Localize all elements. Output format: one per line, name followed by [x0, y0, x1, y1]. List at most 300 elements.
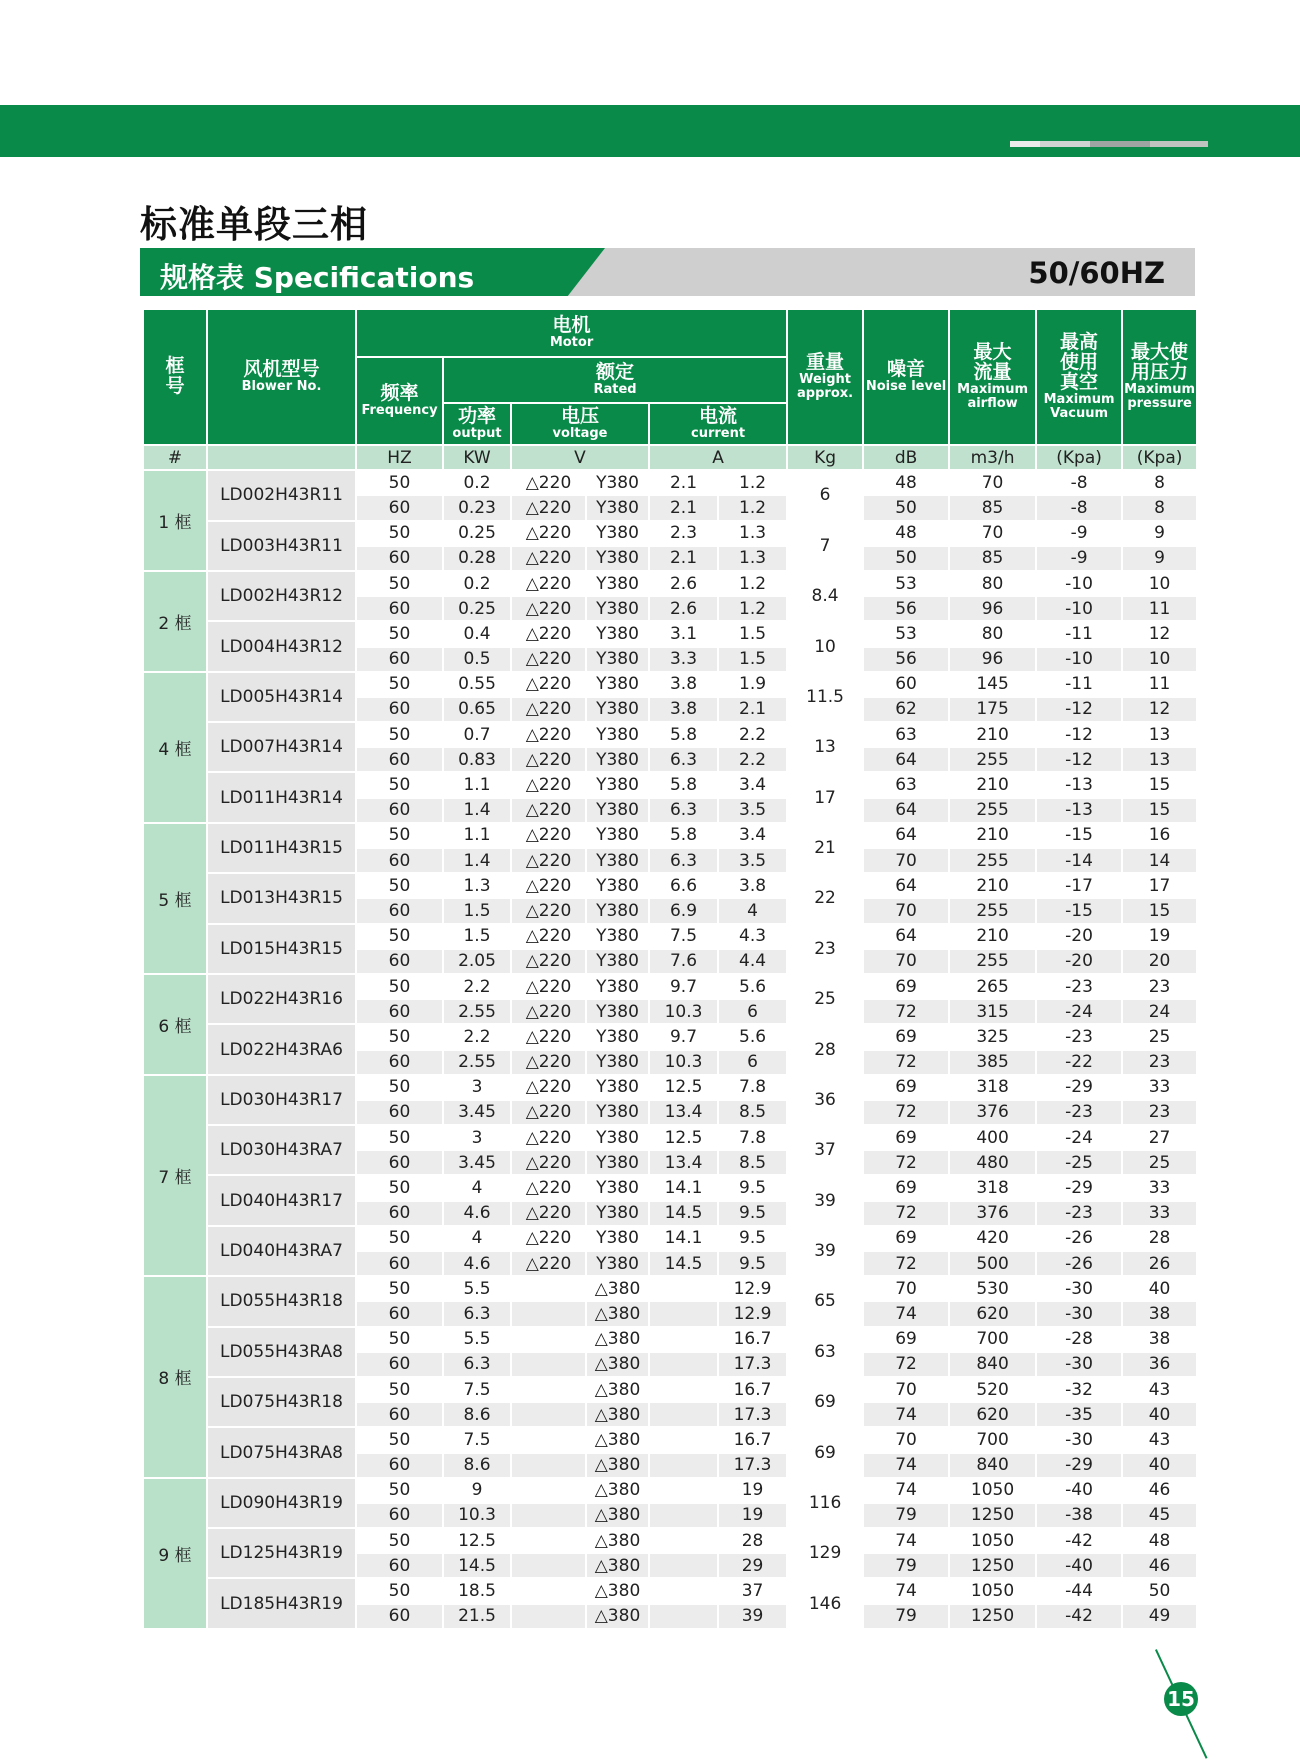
- current-delta-cell: [649, 1453, 718, 1478]
- voltage-y-cell: Y380: [586, 848, 649, 873]
- weight-cell: 6: [787, 470, 863, 520]
- current-y-cell: 4: [718, 898, 787, 923]
- header-max-pressure: 最大使用压力 Maximum pressure: [1122, 309, 1197, 445]
- weight-cell: 13: [787, 722, 863, 772]
- table-row: [143, 823, 1197, 848]
- weight-cell: 39: [787, 1226, 863, 1276]
- vacuum-cell: -23: [1036, 1201, 1122, 1226]
- unit-cell: V: [511, 445, 649, 470]
- voltage-y-cell: Y380: [586, 571, 649, 596]
- model-name: LD022H43RA6: [207, 1024, 356, 1074]
- frequency-cell: 60: [356, 898, 443, 923]
- model-name: LD007H43R14: [207, 722, 356, 772]
- current-delta-cell: [649, 1327, 718, 1352]
- current-delta-cell: 14.1: [649, 1226, 718, 1251]
- voltage-y-cell: Y380: [586, 697, 649, 722]
- noise-cell: 48: [863, 470, 949, 495]
- current-delta-cell: [649, 1301, 718, 1326]
- power-cell: 1.1: [443, 772, 511, 797]
- decor-strip: [1150, 141, 1208, 147]
- current-y-cell: 1.9: [718, 672, 787, 697]
- header-frequency: 频率 Frequency: [356, 357, 443, 445]
- noise-cell: 79: [863, 1553, 949, 1578]
- power-cell: 6.3: [443, 1352, 511, 1377]
- table-row: [143, 1478, 1197, 1503]
- noise-cell: 64: [863, 798, 949, 823]
- current-delta-cell: [649, 1377, 718, 1402]
- pressure-cell: 36: [1122, 1352, 1197, 1377]
- current-y-cell: 1.2: [718, 495, 787, 520]
- weight-cell: 37: [787, 1125, 863, 1175]
- current-delta-cell: 5.8: [649, 722, 718, 747]
- vacuum-cell: -24: [1036, 999, 1122, 1024]
- voltage-delta-cell: △220: [511, 798, 586, 823]
- voltage-delta-cell: △220: [511, 823, 586, 848]
- frequency-cell: 50: [356, 1578, 443, 1603]
- noise-cell: 53: [863, 571, 949, 596]
- vacuum-cell: -11: [1036, 672, 1122, 697]
- current-delta-cell: 3.1: [649, 621, 718, 646]
- pressure-cell: 12: [1122, 697, 1197, 722]
- power-cell: 9: [443, 1478, 511, 1503]
- current-delta-cell: 9.7: [649, 974, 718, 999]
- airflow-cell: 385: [949, 1050, 1036, 1075]
- current-y-cell: 5.6: [718, 1024, 787, 1049]
- model-name: LD013H43R15: [207, 873, 356, 923]
- voltage-y-cell: Y380: [586, 1150, 649, 1175]
- frequency-cell: 50: [356, 1377, 443, 1402]
- vacuum-cell: -30: [1036, 1427, 1122, 1452]
- table-row: [143, 1528, 1197, 1553]
- frame-label: 2 框: [143, 571, 207, 672]
- voltage-y-cell: △380: [586, 1453, 649, 1478]
- voltage-delta-cell: [511, 1604, 586, 1629]
- vacuum-cell: -23: [1036, 1100, 1122, 1125]
- airflow-cell: 840: [949, 1453, 1036, 1478]
- frequency-cell: 60: [356, 1050, 443, 1075]
- table-row: [143, 873, 1197, 898]
- noise-cell: 72: [863, 1100, 949, 1125]
- voltage-y-cell: Y380: [586, 772, 649, 797]
- frequency-cell: 50: [356, 924, 443, 949]
- power-cell: 1.3: [443, 873, 511, 898]
- weight-cell: 36: [787, 1075, 863, 1125]
- noise-cell: 70: [863, 848, 949, 873]
- weight-cell: 69: [787, 1427, 863, 1477]
- unit-cell: (Kpa): [1036, 445, 1122, 470]
- pressure-cell: 15: [1122, 798, 1197, 823]
- vacuum-cell: -22: [1036, 1050, 1122, 1075]
- header-voltage: 电压 voltage: [511, 403, 649, 445]
- current-y-cell: 8.5: [718, 1150, 787, 1175]
- unit-cell: [207, 445, 356, 470]
- vacuum-cell: -8: [1036, 495, 1122, 520]
- current-delta-cell: 6.3: [649, 798, 718, 823]
- power-cell: 0.7: [443, 722, 511, 747]
- voltage-y-cell: Y380: [586, 1100, 649, 1125]
- table-row: [143, 1226, 1197, 1251]
- current-delta-cell: 2.1: [649, 495, 718, 520]
- airflow-cell: 1250: [949, 1503, 1036, 1528]
- pressure-cell: 40: [1122, 1276, 1197, 1301]
- power-cell: 14.5: [443, 1553, 511, 1578]
- voltage-delta-cell: △220: [511, 772, 586, 797]
- pressure-cell: 13: [1122, 722, 1197, 747]
- current-y-cell: 17.3: [718, 1352, 787, 1377]
- model-name: LD002H43R11: [207, 470, 356, 520]
- current-delta-cell: 14.5: [649, 1201, 718, 1226]
- power-cell: 2.2: [443, 974, 511, 999]
- pressure-cell: 46: [1122, 1478, 1197, 1503]
- voltage-y-cell: Y380: [586, 974, 649, 999]
- current-delta-cell: 9.7: [649, 1024, 718, 1049]
- noise-cell: 64: [863, 873, 949, 898]
- pressure-cell: 23: [1122, 974, 1197, 999]
- current-delta-cell: 12.5: [649, 1125, 718, 1150]
- current-delta-cell: [649, 1578, 718, 1603]
- voltage-delta-cell: △220: [511, 1024, 586, 1049]
- frequency-cell: 60: [356, 1402, 443, 1427]
- vacuum-cell: -15: [1036, 898, 1122, 923]
- table-row: [143, 1377, 1197, 1402]
- pressure-cell: 8: [1122, 470, 1197, 495]
- frequency-cell: 50: [356, 1528, 443, 1553]
- current-delta-cell: 13.4: [649, 1100, 718, 1125]
- voltage-y-cell: Y380: [586, 873, 649, 898]
- pressure-cell: 12: [1122, 621, 1197, 646]
- page-title: 标准单段三相: [140, 203, 368, 246]
- power-cell: 0.23: [443, 495, 511, 520]
- voltage-y-cell: Y380: [586, 1251, 649, 1276]
- power-cell: 0.2: [443, 571, 511, 596]
- current-y-cell: 1.2: [718, 470, 787, 495]
- vacuum-cell: -25: [1036, 1150, 1122, 1175]
- current-delta-cell: 6.9: [649, 898, 718, 923]
- noise-cell: 69: [863, 1075, 949, 1100]
- current-delta-cell: [649, 1352, 718, 1377]
- model-name: LD011H43R14: [207, 772, 356, 822]
- power-cell: 2.05: [443, 949, 511, 974]
- power-cell: 2.55: [443, 999, 511, 1024]
- current-y-cell: 37: [718, 1578, 787, 1603]
- airflow-cell: 85: [949, 546, 1036, 571]
- voltage-delta-cell: △220: [511, 521, 586, 546]
- model-name: LD075H43R18: [207, 1377, 356, 1427]
- voltage-y-cell: Y380: [586, 1050, 649, 1075]
- current-delta-cell: 2.3: [649, 521, 718, 546]
- pressure-cell: 17: [1122, 873, 1197, 898]
- frequency-cell: 50: [356, 1024, 443, 1049]
- pressure-cell: 33: [1122, 1201, 1197, 1226]
- airflow-cell: 210: [949, 722, 1036, 747]
- vacuum-cell: -35: [1036, 1402, 1122, 1427]
- header-rated: 额定 Rated: [443, 357, 787, 403]
- vacuum-cell: -11: [1036, 621, 1122, 646]
- noise-cell: 64: [863, 924, 949, 949]
- noise-cell: 74: [863, 1528, 949, 1553]
- current-y-cell: 1.5: [718, 621, 787, 646]
- weight-cell: 23: [787, 924, 863, 974]
- header-max-vacuum: 最高使用真空 Maximum Vacuum: [1036, 309, 1122, 445]
- power-cell: 3: [443, 1125, 511, 1150]
- current-delta-cell: [649, 1528, 718, 1553]
- table-row: [143, 521, 1197, 546]
- current-delta-cell: 6.6: [649, 873, 718, 898]
- frequency-cell: 60: [356, 1604, 443, 1629]
- frequency-cell: 50: [356, 1327, 443, 1352]
- current-y-cell: 2.2: [718, 747, 787, 772]
- vacuum-cell: -13: [1036, 798, 1122, 823]
- power-cell: 1.1: [443, 823, 511, 848]
- voltage-y-cell: △380: [586, 1402, 649, 1427]
- voltage-y-cell: Y380: [586, 596, 649, 621]
- airflow-cell: 400: [949, 1125, 1036, 1150]
- power-cell: 4.6: [443, 1251, 511, 1276]
- weight-cell: 11.5: [787, 672, 863, 722]
- current-delta-cell: 3.3: [649, 647, 718, 672]
- frequency-cell: 60: [356, 1453, 443, 1478]
- voltage-delta-cell: [511, 1276, 586, 1301]
- airflow-cell: 318: [949, 1075, 1036, 1100]
- airflow-cell: 480: [949, 1150, 1036, 1175]
- model-name: LD055H43RA8: [207, 1327, 356, 1377]
- model-name: LD075H43RA8: [207, 1427, 356, 1477]
- voltage-delta-cell: △220: [511, 571, 586, 596]
- current-delta-cell: 5.8: [649, 823, 718, 848]
- table-row: [143, 1125, 1197, 1150]
- airflow-cell: 255: [949, 747, 1036, 772]
- voltage-y-cell: Y380: [586, 722, 649, 747]
- noise-cell: 69: [863, 1327, 949, 1352]
- pressure-cell: 43: [1122, 1377, 1197, 1402]
- airflow-cell: 318: [949, 1175, 1036, 1200]
- frequency-cell: 60: [356, 848, 443, 873]
- voltage-y-cell: Y380: [586, 823, 649, 848]
- header-power: 功率 output: [443, 403, 511, 445]
- voltage-delta-cell: [511, 1453, 586, 1478]
- vacuum-cell: -30: [1036, 1352, 1122, 1377]
- current-y-cell: 6: [718, 999, 787, 1024]
- vacuum-cell: -29: [1036, 1175, 1122, 1200]
- current-y-cell: 17.3: [718, 1453, 787, 1478]
- voltage-delta-cell: △220: [511, 949, 586, 974]
- noise-cell: 60: [863, 672, 949, 697]
- frequency-cell: 50: [356, 1125, 443, 1150]
- noise-cell: 74: [863, 1453, 949, 1478]
- voltage-delta-cell: △220: [511, 747, 586, 772]
- table-row: [143, 1578, 1197, 1603]
- airflow-cell: 145: [949, 672, 1036, 697]
- page-number: 15: [1164, 1682, 1198, 1716]
- airflow-cell: 1050: [949, 1478, 1036, 1503]
- current-delta-cell: 2.1: [649, 546, 718, 571]
- frequency-cell: 60: [356, 697, 443, 722]
- voltage-delta-cell: △220: [511, 1100, 586, 1125]
- pressure-cell: 15: [1122, 898, 1197, 923]
- noise-cell: 72: [863, 1050, 949, 1075]
- table-row: [143, 470, 1197, 495]
- voltage-y-cell: △380: [586, 1352, 649, 1377]
- weight-cell: 17: [787, 772, 863, 822]
- noise-cell: 69: [863, 1175, 949, 1200]
- frame-label: 6 框: [143, 974, 207, 1075]
- airflow-cell: 210: [949, 823, 1036, 848]
- noise-cell: 74: [863, 1301, 949, 1326]
- frequency-cell: 50: [356, 621, 443, 646]
- current-delta-cell: 2.6: [649, 571, 718, 596]
- header-noise: 噪音 Noise level: [863, 309, 949, 445]
- vacuum-cell: -30: [1036, 1301, 1122, 1326]
- spec-banner-title: 规格表 Specifications: [160, 261, 475, 294]
- power-cell: 0.2: [443, 470, 511, 495]
- pressure-cell: 48: [1122, 1528, 1197, 1553]
- frequency-label: 50/60HZ: [1028, 256, 1165, 290]
- voltage-delta-cell: △220: [511, 697, 586, 722]
- table-row: [143, 1024, 1197, 1049]
- noise-cell: 70: [863, 1276, 949, 1301]
- weight-cell: 69: [787, 1377, 863, 1427]
- vacuum-cell: -30: [1036, 1276, 1122, 1301]
- vacuum-cell: -10: [1036, 596, 1122, 621]
- current-delta-cell: 3.8: [649, 697, 718, 722]
- vacuum-cell: -20: [1036, 949, 1122, 974]
- frequency-cell: 60: [356, 949, 443, 974]
- frequency-cell: 60: [356, 495, 443, 520]
- current-y-cell: 7.8: [718, 1075, 787, 1100]
- pressure-cell: 27: [1122, 1125, 1197, 1150]
- pressure-cell: 33: [1122, 1075, 1197, 1100]
- current-y-cell: 9.5: [718, 1251, 787, 1276]
- airflow-cell: 255: [949, 949, 1036, 974]
- frequency-cell: 60: [356, 1352, 443, 1377]
- unit-cell: KW: [443, 445, 511, 470]
- weight-cell: 8.4: [787, 571, 863, 621]
- frequency-cell: 60: [356, 999, 443, 1024]
- airflow-cell: 255: [949, 898, 1036, 923]
- frequency-cell: 60: [356, 1503, 443, 1528]
- airflow-cell: 255: [949, 798, 1036, 823]
- voltage-delta-cell: [511, 1553, 586, 1578]
- noise-cell: 72: [863, 1201, 949, 1226]
- pressure-cell: 13: [1122, 747, 1197, 772]
- current-y-cell: 1.5: [718, 647, 787, 672]
- current-y-cell: 9.5: [718, 1226, 787, 1251]
- current-delta-cell: 13.4: [649, 1150, 718, 1175]
- airflow-cell: 210: [949, 772, 1036, 797]
- voltage-delta-cell: △220: [511, 672, 586, 697]
- voltage-delta-cell: △220: [511, 999, 586, 1024]
- model-name: LD003H43R11: [207, 521, 356, 571]
- pressure-cell: 24: [1122, 999, 1197, 1024]
- voltage-y-cell: △380: [586, 1578, 649, 1603]
- voltage-y-cell: △380: [586, 1327, 649, 1352]
- airflow-cell: 620: [949, 1301, 1036, 1326]
- airflow-cell: 1250: [949, 1553, 1036, 1578]
- weight-cell: 25: [787, 974, 863, 1024]
- frequency-cell: 60: [356, 798, 443, 823]
- table-row: [143, 571, 1197, 596]
- weight-cell: 22: [787, 873, 863, 923]
- pressure-cell: 11: [1122, 596, 1197, 621]
- current-y-cell: 1.2: [718, 571, 787, 596]
- pressure-cell: 33: [1122, 1175, 1197, 1200]
- power-cell: 21.5: [443, 1604, 511, 1629]
- weight-cell: 28: [787, 1024, 863, 1074]
- vacuum-cell: -9: [1036, 521, 1122, 546]
- model-name: LD015H43R15: [207, 924, 356, 974]
- current-delta-cell: 14.5: [649, 1251, 718, 1276]
- voltage-y-cell: Y380: [586, 1226, 649, 1251]
- pressure-cell: 14: [1122, 848, 1197, 873]
- current-delta-cell: 3.8: [649, 672, 718, 697]
- table-row: [143, 974, 1197, 999]
- airflow-cell: 420: [949, 1226, 1036, 1251]
- model-name: LD040H43RA7: [207, 1226, 356, 1276]
- pressure-cell: 43: [1122, 1427, 1197, 1452]
- pressure-cell: 40: [1122, 1453, 1197, 1478]
- airflow-cell: 520: [949, 1377, 1036, 1402]
- power-cell: 0.65: [443, 697, 511, 722]
- model-name: LD055H43R18: [207, 1276, 356, 1326]
- current-delta-cell: 2.6: [649, 596, 718, 621]
- airflow-cell: 700: [949, 1427, 1036, 1452]
- frequency-cell: 60: [356, 1553, 443, 1578]
- weight-cell: 116: [787, 1478, 863, 1528]
- current-y-cell: 12.9: [718, 1301, 787, 1326]
- voltage-delta-cell: [511, 1578, 586, 1603]
- power-cell: 5.5: [443, 1327, 511, 1352]
- pressure-cell: 49: [1122, 1604, 1197, 1629]
- noise-cell: 69: [863, 1226, 949, 1251]
- current-delta-cell: 5.8: [649, 772, 718, 797]
- weight-cell: 21: [787, 823, 863, 873]
- noise-cell: 48: [863, 521, 949, 546]
- power-cell: 0.25: [443, 521, 511, 546]
- current-y-cell: 16.7: [718, 1377, 787, 1402]
- voltage-y-cell: Y380: [586, 924, 649, 949]
- voltage-delta-cell: [511, 1377, 586, 1402]
- voltage-delta-cell: △220: [511, 546, 586, 571]
- vacuum-cell: -29: [1036, 1453, 1122, 1478]
- model-name: LD125H43R19: [207, 1528, 356, 1578]
- voltage-delta-cell: △220: [511, 470, 586, 495]
- airflow-cell: 376: [949, 1201, 1036, 1226]
- voltage-delta-cell: △220: [511, 1226, 586, 1251]
- voltage-y-cell: Y380: [586, 999, 649, 1024]
- pressure-cell: 50: [1122, 1578, 1197, 1603]
- unit-cell: Kg: [787, 445, 863, 470]
- table-row: [143, 722, 1197, 747]
- noise-cell: 69: [863, 1125, 949, 1150]
- current-delta-cell: 2.1: [649, 470, 718, 495]
- power-cell: 0.4: [443, 621, 511, 646]
- frequency-cell: 50: [356, 1276, 443, 1301]
- voltage-delta-cell: △220: [511, 621, 586, 646]
- power-cell: 6.3: [443, 1301, 511, 1326]
- voltage-y-cell: △380: [586, 1427, 649, 1452]
- voltage-y-cell: △380: [586, 1301, 649, 1326]
- voltage-y-cell: Y380: [586, 747, 649, 772]
- voltage-delta-cell: [511, 1528, 586, 1553]
- current-y-cell: 39: [718, 1604, 787, 1629]
- frequency-cell: 50: [356, 823, 443, 848]
- weight-cell: 129: [787, 1528, 863, 1578]
- table-row: [143, 924, 1197, 949]
- airflow-cell: 96: [949, 596, 1036, 621]
- airflow-cell: 1050: [949, 1578, 1036, 1603]
- frequency-cell: 60: [356, 596, 443, 621]
- voltage-delta-cell: △220: [511, 924, 586, 949]
